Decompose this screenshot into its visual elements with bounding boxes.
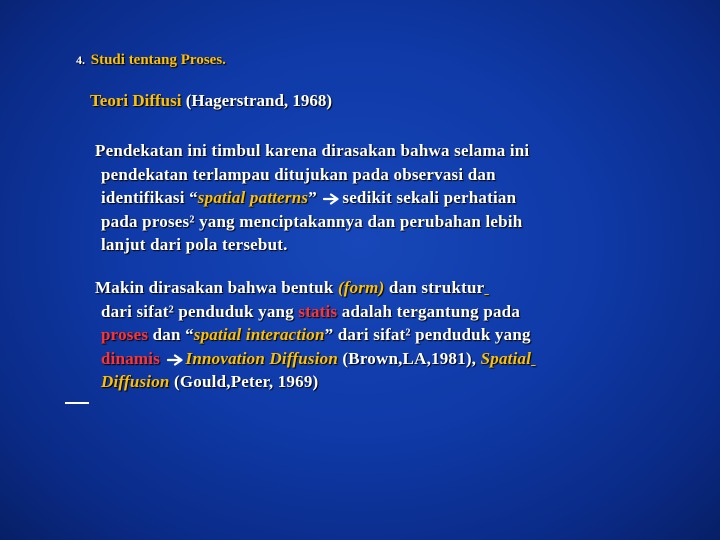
paragraph-2-line-3 — [95, 323, 536, 347]
paragraph-1-line-5: lanjut dari pola tersebut. — [101, 235, 288, 254]
spatial-patterns-term: spatial patterns — [197, 188, 309, 207]
paragraph-2-line-1 — [95, 276, 536, 300]
heading-number: 4. — [76, 53, 85, 67]
text-segment: dan “ — [148, 325, 194, 344]
underline-space — [531, 349, 535, 368]
slide-subheading — [90, 91, 332, 111]
text-segment: adalah tergantung pada — [337, 301, 521, 321]
subheading-label: Teori Diffusi — [90, 91, 182, 110]
paragraph-1-line-1: Pendekatan ini timbul karena dirasakan bahwa selama ini — [95, 141, 530, 160]
text-segment: identifikasi “ — [101, 188, 198, 207]
statis-term: statis — [298, 301, 338, 321]
dinamis-term: dinamis — [101, 348, 161, 368]
slide-heading — [76, 52, 226, 69]
heading-title: Studi tentang Proses. — [90, 52, 226, 68]
paragraph-2-line-4 — [95, 347, 536, 371]
paragraph-2 — [95, 276, 536, 394]
text-segment: (Brown,LA,1981), — [337, 348, 481, 368]
text-segment: (Gould,Peter, 1969) — [169, 372, 319, 391]
right-arrow-icon — [167, 354, 184, 366]
paragraph-1 — [95, 139, 529, 257]
spatial-term: Spatial — [480, 348, 532, 368]
text-segment: sedikit sekali perhatian — [342, 188, 517, 207]
text-segment: dari sifat² penduduk yang — [101, 301, 299, 321]
proses-term: proses — [101, 325, 149, 344]
text-segment: Makin dirasakan bahwa bentuk — [95, 278, 338, 297]
underline-space — [484, 278, 488, 297]
divider-dash — [65, 402, 89, 404]
text-segment: dan struktur — [384, 278, 485, 297]
spatial-interaction-term: spatial interaction — [193, 325, 325, 344]
paragraph-1-line-2: pendekatan terlampau ditujukan pada observasi dan — [101, 164, 496, 184]
paragraph-2-line-5 — [95, 370, 536, 394]
paragraph-2-line-2 — [95, 300, 536, 324]
paragraph-1-line-4: pada proses² yang menciptakannya dan perubahan lebih — [101, 211, 523, 231]
innovation-diffusion-term: Innovation Diffusion — [185, 348, 338, 368]
paragraph-1-line-3 — [95, 186, 529, 210]
text-segment: ” — [308, 188, 317, 207]
text-segment: ” dari sifat² penduduk yang — [324, 325, 531, 344]
subheading-reference: (Hagerstrand, 1968) — [185, 91, 333, 110]
form-term: (form) — [337, 278, 385, 297]
right-arrow-icon — [323, 193, 340, 205]
diffusion-term: Diffusion — [101, 372, 170, 391]
